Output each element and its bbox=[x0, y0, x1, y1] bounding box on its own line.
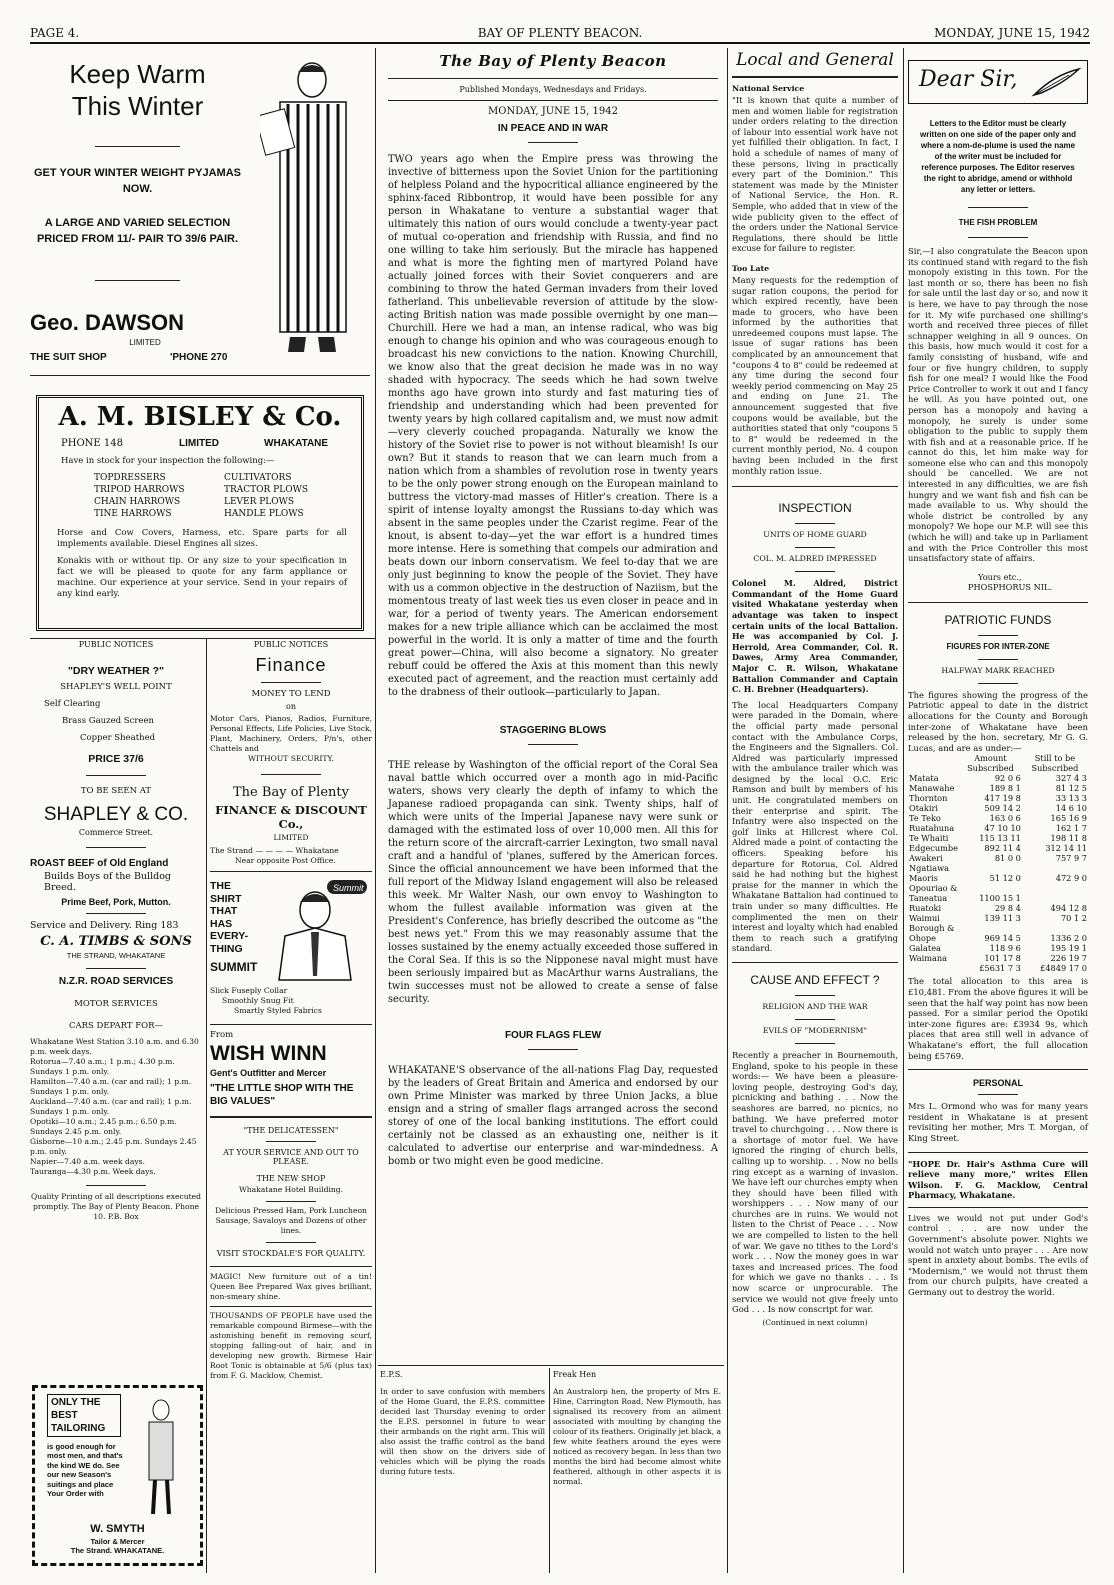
too-late-head: Too Late bbox=[732, 263, 770, 273]
divider bbox=[95, 146, 180, 147]
area-cell: Matata bbox=[909, 773, 939, 784]
area-cell: Waimui bbox=[909, 913, 940, 924]
fdc-name: FINANCE & DISCOUNT Co., bbox=[215, 803, 367, 831]
divider bbox=[86, 1185, 146, 1186]
list-item: CULTIVATORS bbox=[224, 473, 292, 483]
amount-cell bbox=[959, 923, 1022, 933]
freak-hen-item bbox=[553, 1370, 721, 1487]
amount-cell: 14 6 10 bbox=[1055, 803, 1087, 814]
schedule-line: Opotiki—10 a.m.; 2.45 p.m.; 6.50 p.m. Sundays 2.45 p.m. only. bbox=[30, 1117, 177, 1136]
well-point: SHAPLEY'S WELL POINT bbox=[60, 682, 172, 692]
dawson-phone: 'PHONE 270 bbox=[170, 352, 228, 363]
summit-collar: Slick Fuseply Collar bbox=[210, 986, 288, 995]
personal-text: Mrs L. Ormond who was for many years resident in Whakatane is at present revisiting her mother, Mrs T. Morgan, of King Street. bbox=[908, 1101, 1088, 1143]
list-item: TRIPOD HARROWS bbox=[94, 485, 185, 495]
deli-head: "THE DELICATESSEN" bbox=[243, 1126, 339, 1135]
divider bbox=[732, 76, 898, 78]
timbs-name: C. A. TIMBS & SONS bbox=[40, 934, 192, 949]
divider bbox=[266, 1201, 316, 1202]
printing-notice: Quality Printing of all descriptions executed promptly. The Bay of Plenty Beacon. Phone 10. P.B. Box bbox=[30, 1192, 202, 1221]
motor-head: MOTOR SERVICES bbox=[74, 999, 158, 1009]
dawson-line1: GET YOUR WINTER WEIGHT PYJAMAS NOW. bbox=[34, 167, 241, 195]
published-line: Published Mondays, Wednesdays and Fridays. bbox=[459, 85, 647, 94]
divider bbox=[388, 78, 718, 79]
eps-head: E.P.S. bbox=[380, 1370, 403, 1379]
summit-brand: SUMMIT bbox=[210, 960, 258, 974]
table-row bbox=[908, 953, 1088, 963]
bisley-limited: LIMITED bbox=[179, 438, 219, 449]
divider bbox=[732, 962, 898, 963]
area-cell: Manawahe bbox=[909, 783, 955, 794]
word: HAS bbox=[210, 917, 233, 930]
divider bbox=[86, 968, 146, 969]
smyth-advert bbox=[32, 1385, 203, 1566]
bop-finance: The Bay of Plenty bbox=[233, 785, 349, 800]
section-head: PUBLIC NOTICES bbox=[78, 640, 154, 649]
schedule bbox=[30, 1037, 202, 1177]
divider bbox=[210, 1116, 372, 1118]
man-in-pyjamas-illustration bbox=[260, 52, 370, 357]
section-head: PUBLIC NOTICES bbox=[253, 640, 329, 649]
schedule-line: Napier—7.40 a.m. week days. bbox=[30, 1157, 145, 1166]
too-late-text: Many requests for the redemption of sugar ration coupons, the period for which expired recently, have been made to grocers, who have been informed by the authorities that unredeemed coupons must lapse. The issue of sugar rations has been complicated by an announcement that "coupons 4 to 8" could be redeemed at any time during the second four weekly period commencing on May 25 and ending on June 21. The announcement suggested that five coupons would be available, but the authorities stated that only "coupons 5 to 8" would be redeemed in the current monthly period, No. 4 coupon having been included in the first monthly ration issue. bbox=[732, 274, 898, 476]
schedule-line: Tauranga—4.30 p.m. Week days. bbox=[30, 1167, 156, 1176]
table-row bbox=[908, 903, 1088, 913]
divider bbox=[795, 571, 835, 572]
fish-letter: Sir,—I also congratulate the Beacon upon its continued stand with regard to the fish monopoly existing in this town. For the last month or so, there has been no fish for sale until the last day or so, and now it is here, we have to pay through the nose for it. My wife purchased one shilling's worth and received three pieces of fillet schnapper weighing in all 9 ounces. On this basis, how much would it cost for a family consisting of husband, wife and four or five hungry children, to supply fish for one meal? I would like the Food Price Controller to work it out and I fancy he will. As you have pointed out, one person has a monopoly and having a monopoly, he surely is under some obligation to the public to supply them with fish and at a reasonable price. If he cannot do this, let him make way for someone else who can and this monopoly should be cancelled. We are not interested in any difficulties, we are fish hungry and we want fish and fish can be made available to us. Why should the whole district be controlled by any monopoly? We hope our M.P. will see this (which he will) and take up in Parliament and with the Price Controller this most unsatisfactory state of affairs. bbox=[908, 246, 1088, 564]
table-row bbox=[908, 833, 1088, 843]
column-rule bbox=[727, 48, 728, 1573]
hotel-building: Whakatane Hotel Building. bbox=[238, 1185, 344, 1194]
amount-cell: 47 10 10 bbox=[984, 823, 1021, 834]
schedule-line: Whakatane West Station 3.10 a.m. and 6.30 p.m. week days. bbox=[30, 1037, 199, 1056]
table-row bbox=[908, 963, 1088, 973]
list-item: TOPDRESSERS bbox=[94, 473, 166, 483]
list-item: HANDLE PLOWS bbox=[224, 509, 304, 519]
divider bbox=[978, 659, 1018, 660]
area-cell: Taneatua bbox=[909, 893, 948, 904]
amount-cell: 189 8 1 bbox=[989, 783, 1021, 794]
divider bbox=[30, 375, 370, 376]
divider bbox=[795, 1019, 835, 1020]
column-rule bbox=[549, 1368, 550, 1573]
birmese-notice: THOUSANDS OF PEOPLE have used the remarkable compound Birmese—with the astonishing benefit in removing scurf, stopping falling-out of hair, and in developing new growth. Birmese Hair Root Tonic is obtainable at 5/6 (plus tax) from F. G. Macklow, Chemist. bbox=[210, 1311, 372, 1380]
table-row bbox=[908, 813, 1088, 823]
hen-head: Freak Hen bbox=[553, 1370, 597, 1379]
summit-words bbox=[210, 880, 248, 955]
letter-closing: Yours etc., bbox=[978, 571, 1022, 582]
personal-head: PERSONAL bbox=[972, 1078, 1023, 1089]
divider bbox=[978, 683, 1018, 684]
national-service-text: "It is known that quite a number of men and women liable for registration under orders relating to the direction of labour into essential work have not yet fulfilled their obligation. In fact, I hold a schedule of names of many of these persons, living in practically every part of the Dominion." This statement was made by the Minister of National Service, the Hon. R. Semple, who added that in view of the wide publicity given to the effect of the orders under the National Service Regulations, there should be little excuse for failure to register. bbox=[732, 95, 898, 254]
divider bbox=[528, 1049, 578, 1050]
word: THE bbox=[210, 880, 231, 892]
amount-cell: 892 11 4 bbox=[984, 843, 1021, 854]
shirt-man-illustration bbox=[265, 876, 370, 981]
table-row bbox=[908, 823, 1088, 833]
local-general-column bbox=[732, 50, 898, 1327]
area-cell: Opouriao & bbox=[909, 883, 958, 894]
amount-cell: 92 0 6 bbox=[994, 773, 1021, 784]
table-row bbox=[908, 873, 1088, 883]
tailor-figure-illustration bbox=[135, 1396, 187, 1516]
word: THING bbox=[210, 942, 243, 955]
subscriptions-table bbox=[908, 753, 1088, 973]
list-item: LEVER PLOWS bbox=[224, 497, 295, 507]
magic-notice: MAGIC! New furniture out of a tin! Queen Bee Prepared Wax gives brilliant, non-smeary shine. bbox=[210, 1272, 372, 1301]
patriotic-sub: FIGURES FOR INTER-ZONE bbox=[946, 641, 1050, 651]
service: Service and Delivery. Ring 183 bbox=[30, 920, 179, 931]
divider bbox=[908, 1069, 1088, 1070]
divider bbox=[968, 207, 1028, 208]
cause-effect-head: CAUSE AND EFFECT ? bbox=[750, 972, 880, 987]
divider bbox=[795, 547, 835, 548]
divider bbox=[266, 1141, 316, 1142]
at-your-service: AT YOUR SERVICE AND OUT TO PLEASE. bbox=[223, 1148, 359, 1166]
patriotic-summary: The total allocation to this area is £10,481. From the above figures it will be seen that the half way point has now been passed. For a similar period the Opotiki inter-zone figures are: £3934 9s, which places that area still well in advance of Whakatane's effort, the full allocation being £5769. bbox=[908, 976, 1088, 1061]
feature: Copper Sheathed bbox=[80, 733, 156, 743]
word: EVERY- bbox=[210, 930, 249, 942]
table-row bbox=[908, 783, 1088, 793]
letters-column bbox=[908, 50, 1088, 1298]
amount-cell: 33 13 3 bbox=[1055, 793, 1087, 804]
headline-flags: FOUR FLAGS FLEW bbox=[504, 1030, 602, 1041]
new-shop: THE NEW SHOP bbox=[256, 1174, 326, 1183]
amount-cell: 969 14 5 bbox=[984, 933, 1021, 944]
amount-cell bbox=[959, 883, 1022, 893]
amount-cell: 162 1 7 bbox=[1055, 823, 1087, 834]
amount-cell: 115 13 11 bbox=[979, 833, 1021, 844]
dawson-advert bbox=[30, 50, 370, 370]
list-item: TINE HARROWS bbox=[94, 509, 172, 519]
continued-note: (Continued in next column) bbox=[762, 1317, 868, 1327]
divider bbox=[261, 774, 321, 775]
amount-cell: 312 14 11 bbox=[1045, 843, 1087, 854]
area-cell: Ngatiawa bbox=[909, 863, 949, 874]
street: Commerce Street. bbox=[78, 828, 154, 837]
little-shop: "THE LITTLE SHOP WITH THE BIG VALUES" bbox=[210, 1083, 354, 1107]
builds: Builds Boys of the Bulldog Breed. bbox=[44, 871, 172, 893]
table-row bbox=[908, 923, 1088, 933]
paper-name: BAY OF PLENTY BEACON. bbox=[477, 26, 643, 40]
list-item: CHAIN HARROWS bbox=[94, 497, 181, 507]
amount-cell: £5631 7 3 bbox=[979, 963, 1021, 974]
table-row bbox=[908, 843, 1088, 853]
column-rule bbox=[903, 48, 904, 1573]
fdc-near: Near opposite Post Office. bbox=[235, 856, 336, 865]
table-row bbox=[908, 803, 1088, 813]
column-header: Amount Subscribed bbox=[967, 753, 1014, 774]
cause-sub: RELIGION AND THE WAR bbox=[762, 1001, 868, 1011]
amount-cell: 327 4 3 bbox=[1055, 773, 1087, 784]
dawson-shop: THE SUIT SHOP bbox=[30, 352, 107, 363]
divider bbox=[210, 1024, 372, 1025]
column-rule bbox=[206, 638, 207, 1573]
amount-cell: 472 9 0 bbox=[1055, 873, 1087, 884]
area-cell: Ruatahuna bbox=[909, 823, 955, 834]
delicious-items: Delicious Pressed Ham, Pork Luncheon Sausage, Savaloys and Dozens of other lines. bbox=[215, 1206, 367, 1235]
schedule-line: Hamilton—7.40 a.m. (car and rail); 1 p.m. Sundays 1 p.m. only. bbox=[30, 1077, 192, 1096]
article-peace: TWO years ago when the Empire press was throwing the invective of bitterness upon the Soviet Union for the partitioning of helpless Poland and the hypocritical alliance engineered by the sphinx-faced Ribbontrop, it would have been possible for any person in Whakatane to venture a substantial wager that ultimately this nation of ours would conclude a twenty-year pact of mutual co-operation and friendship with Russia, and find no one willing to take him seriously. But the miracle has happened and what is more the fighting men of martyred Poland have actually joined forces with their Soviet conquerers and are combining to throw the hated German invaders from their loved fatherland. This unbelievable reversion of attitude by the slow-acting British nation was made possible overnight by one man—Churchill. Here we had a man, an intense radical, who was big enough to change his opinion and who was courageous enough to broadcast his new convictions to the nation. Knowing Churchill, we know also that the great decision he made was in no way shaded with hypocracy. The seeds which he had sown twelve months ago have grown into sturdy and fast maturing ties of friendship and understanding which had been prevented for twenty years by high collared capitalism and, we must now admit—very cleverly couched propaganda. Naturally we know the history of the Soviet rise to power is not without bleamish! Is our own? But it stands to reason that we can learn much from a nation which from a shambles of revolution rose in twenty years to be the only power strong enough on the European mainland to buttress the victory-mad masses of Hitler's creation. There is a spirit of intense loyalty amongst the Russians to-day which was absent in the same peoples under the Czarist regime. Fear of the knout, is absent to-day—yet the war effort is a hundred times more intense. Here is something that compels our admiration and beats down our inborn conservatism. We feel to-day that we are only just beginning to know the people of the Soviet. They have with us a common objective in the destruction of Naziism, but the momentous treaty of last week ties us even closer in peace and in war, for a period of twenty years. The American endorsement makes for a new triple alliance which can be acclaimed the most powerful in the world. It is only a matter of time and the fourth great power—China, will also become a signatory. No greater rebuff could be offered the Axis at this moment than this newly executed pact of agreement, and the reaction must certainly add to the drabness of their outlook—particularly to Japan. bbox=[388, 154, 718, 698]
article-flags: WHAKATANE'S observance of the all-nations Flag Day, requested by the leaders of Great Britain and America and endorsed by our own Prime Minister was marked by three Union Jacks, a blue ensign and a string of smaller flags arranged across the second storey of one of the local banking institutions. The effort could certainly not be classed as an exhausting one, neither is it calculated to advertise our enterprise and war-mindedness. A bomb or two might even be good medicine. bbox=[388, 1065, 718, 1167]
finance-head: Finance bbox=[255, 655, 327, 675]
headline-peace: IN PEACE AND IN WAR bbox=[497, 123, 609, 134]
area-cell: Ruatoki bbox=[909, 903, 942, 914]
amount-cell: 70 1 2 bbox=[1060, 913, 1087, 924]
cause-sub2: EVILS OF "MODERNISM" bbox=[762, 1025, 868, 1035]
divider bbox=[908, 1152, 1088, 1153]
area-cell: Borough & bbox=[909, 923, 955, 934]
fish-problem-head: THE FISH PROBLEM bbox=[958, 218, 1038, 227]
area-cell bbox=[908, 963, 959, 973]
patriotic-sub2: HALFWAY MARK REACHED bbox=[941, 665, 1055, 675]
divider bbox=[86, 847, 146, 848]
only-best-box bbox=[47, 1394, 121, 1437]
divider bbox=[528, 744, 578, 745]
amount-cell bbox=[959, 863, 1022, 873]
editorial-date: MONDAY, JUNE 15, 1942 bbox=[488, 106, 618, 117]
word: THAT bbox=[210, 905, 238, 917]
eps-item bbox=[380, 1370, 545, 1477]
best-text: BEST bbox=[51, 1410, 78, 1421]
patriotic-funds-head: PATRIOTIC FUNDS bbox=[944, 612, 1052, 627]
svg-text:Summit: Summit bbox=[333, 883, 364, 893]
divider bbox=[30, 638, 375, 639]
divider bbox=[732, 486, 898, 487]
table-row bbox=[908, 943, 1088, 953]
bisley-intro: Have in stock for your inspection the following:— bbox=[61, 456, 275, 466]
table-row bbox=[908, 933, 1088, 943]
public-notices-left bbox=[30, 640, 202, 1222]
page-header bbox=[30, 22, 1090, 44]
amount-cell: 51 12 0 bbox=[989, 873, 1021, 884]
table-row bbox=[908, 893, 1088, 903]
wish-winn: WISH WINN bbox=[210, 1042, 327, 1065]
dear-sir-box bbox=[908, 60, 1088, 104]
divider bbox=[210, 871, 372, 872]
divider bbox=[388, 100, 718, 101]
finance-items: Motor Cars, Pianos, Radios, Furniture, Personal Effects, Life Policies, Live Stock, Plant, Machinery, Orders, P/n's, other Chattels and bbox=[210, 714, 372, 753]
bisley-right-list bbox=[224, 472, 308, 520]
schedule-line: Gisborne—10 a.m.; 2.45 p.m. Sundays 2.45 p.m. only. bbox=[30, 1137, 197, 1156]
inspection-sub: UNITS OF HOME GUARD bbox=[763, 530, 867, 540]
amount-cell: 81 12 5 bbox=[1055, 783, 1087, 794]
divider bbox=[978, 1094, 1018, 1095]
amount-cell: 198 11 8 bbox=[1050, 833, 1087, 844]
national-service-head: National Service bbox=[732, 84, 805, 93]
area-cell: Otakiri bbox=[909, 803, 938, 814]
dry-weather: "DRY WEATHER ?" bbox=[67, 665, 165, 677]
summit-snug: Smoothly Snug Fit bbox=[222, 996, 294, 1005]
headline: This Winter bbox=[71, 91, 204, 121]
divider bbox=[95, 280, 180, 281]
feature: Brass Gauzed Screen bbox=[62, 716, 154, 726]
area-cell: Te Whaiti bbox=[909, 833, 949, 844]
dawson-limited: LIMITED bbox=[129, 338, 161, 347]
local-title: Local and General bbox=[736, 50, 894, 70]
amount-cell: 118 9 6 bbox=[989, 943, 1021, 954]
bisley-phone: PHONE 148 bbox=[61, 438, 123, 449]
dawson-name: Geo. DAWSON bbox=[30, 310, 185, 335]
divider bbox=[86, 913, 146, 914]
divider bbox=[795, 523, 835, 524]
bisley-name: A. M. BISLEY & Co. bbox=[58, 402, 342, 432]
dawson-line2: A LARGE AND VARIED SELECTION PRICED FROM 11/- PAIR TO 39/6 PAIR. bbox=[36, 217, 239, 245]
editorial-column bbox=[388, 50, 718, 1168]
issue-date: MONDAY, JUNE 15, 1942 bbox=[934, 26, 1090, 40]
bisley-left-list bbox=[94, 472, 185, 520]
amount-cell bbox=[1022, 923, 1088, 933]
amount-cell bbox=[1022, 863, 1088, 873]
divider bbox=[795, 995, 835, 996]
prime-beef: Prime Beef, Pork, Mutton. bbox=[61, 897, 171, 907]
seen-at: TO BE SEEN AT bbox=[80, 786, 152, 796]
table-row bbox=[908, 793, 1088, 803]
amount-cell bbox=[1022, 893, 1088, 903]
from-text: From bbox=[210, 1030, 234, 1040]
amount-cell: 195 19 1 bbox=[1050, 943, 1087, 954]
timbs-address: THE STRAND, WHAKATANE bbox=[66, 951, 166, 960]
without-security: WITHOUT SECURITY. bbox=[248, 754, 334, 763]
summit-styled: Smartly Styled Fabrics bbox=[234, 1006, 322, 1015]
eps-text: In order to save confusion with members of the Home Guard, the E.P.S. committee decided last Thursday evening to order the E.P.S. personnel in future to wear their armbands on the right arm. This will also assist the traffic control as the band will then show on the drivers side of vehicles which will be plying the roads during future tests. bbox=[380, 1387, 545, 1476]
bisley-advert bbox=[36, 395, 364, 631]
price: PRICE 37/6 bbox=[88, 753, 144, 765]
letter-signature: PHOSPHORUS NIL. bbox=[968, 581, 1053, 592]
inspection-head: INSPECTION bbox=[778, 501, 852, 516]
divider bbox=[908, 602, 1088, 603]
smyth-sub: Tailor & Mercer bbox=[90, 1537, 145, 1546]
inspection-text: The local Headquarters Company were paraded in the Domain, where the official party made personal contact with the Ambulance Corps, the Engineers and the Signallers. Col. Aldred was particularly impressed with the ambulance trailer which was designed by the local O.C. Eric Ramson and built by members of his unit. He congratulated members on their enterprise and spirit. The Infantry were also inspected on the golf links at Hillcrest where Col. Aldred made a point of contacting the officers. Speaking before his departure for Rotorua, Col. Aldred said he had nothing but the highest praise for the manner in which the Whakatane Battalion had continued to train under so many difficulties. He complimented the men on their interest and loyalty which had enabled them to reach such a gratifying standard. bbox=[732, 699, 898, 954]
divider bbox=[266, 1242, 316, 1243]
bisley-p2: Konakis with or without tip. Or any size to your specification in fact we will be pleased to quote for any farm appliance or machine. Our experience at your service. Send in your repairs of any kind early. bbox=[57, 556, 347, 599]
amount-cell: 1336 2 0 bbox=[1050, 933, 1087, 944]
area-cell: Waimana bbox=[909, 953, 948, 964]
patriotic-intro: The figures showing the progress of the Patriotic appeal to date in the district allocations for the County and Borough inter-zone of Whakatane have been released by the hon. secretary, Mr G. G. Lucas, and are as under:— bbox=[908, 689, 1088, 753]
amount-cell: 139 11 3 bbox=[984, 913, 1021, 924]
table-row bbox=[908, 913, 1088, 923]
bisley-town: WHAKATANE bbox=[264, 438, 329, 449]
smyth-copy: is good enough for most men, and that's the kind WE do. See our new Season's suitings and place Your Order with bbox=[47, 1442, 123, 1499]
divider bbox=[908, 1207, 1088, 1208]
page-number: PAGE 4. bbox=[30, 26, 80, 40]
column-rule bbox=[375, 48, 376, 1573]
smyth-name: W. SMYTH bbox=[90, 1523, 145, 1535]
divider bbox=[210, 1266, 372, 1267]
divider bbox=[378, 1365, 724, 1366]
area-cell: Maoris bbox=[909, 873, 938, 884]
on-text: on bbox=[286, 702, 296, 711]
masthead: The Bay of Plenty Beacon bbox=[439, 52, 667, 70]
amount-cell: 757 9 7 bbox=[1055, 853, 1087, 864]
letters-rules: Letters to the Editor must be clearly written on one side of the paper only and where a nom-de-plume is used the name of the writer must be included for reference purposes. The Editor reserves the right to abridge, amend or withhold any letter or letters. bbox=[919, 119, 1076, 194]
divider bbox=[210, 1306, 372, 1307]
column-header: Still to be Subscribed bbox=[1031, 753, 1079, 774]
area-cell: Awakeri bbox=[909, 853, 943, 864]
cause-continued-text: Lives we would not put under God's control . . . are now under the Government's absolute power. Nights we would not watch unto prayer . . . Are now spent in anxiety about bombs. The evils of "Modernism," we would not thrust them from our church pulpits, have created a Germany out to destroy the world. bbox=[908, 1212, 1088, 1298]
money-to-lend: MONEY TO LEND bbox=[251, 689, 331, 699]
public-notices-right bbox=[210, 640, 372, 1381]
summit-advert bbox=[210, 876, 372, 986]
amount-cell bbox=[1022, 883, 1088, 893]
schedule-line: Rotorua—7.40 a.m.; 1 p.m.; 4.30 p.m. Sundays 1 p.m. only. bbox=[30, 1057, 175, 1076]
amount-cell: 165 16 9 bbox=[1050, 813, 1087, 824]
dear-sir: Dear Sir, bbox=[919, 67, 1018, 92]
hen-text: An Australorp hen, the property of Mrs E. Hine, Carrington Road, New Plymouth, has signalised its recovery from an ailment associated with moulting by changing the colour of its feathers. Originally jet black, a few white feathers around the eyes were noticed as recovery began. In less than two months the bird had become almost white feathered, although in other aspects it is normal. bbox=[553, 1387, 721, 1486]
headline: Keep Warm bbox=[69, 59, 206, 89]
feature: Self Clearing bbox=[44, 699, 101, 709]
visit-stockdale: VISIT STOCKDALE'S FOR QUALITY. bbox=[216, 1249, 366, 1258]
shapley-name: SHAPLEY & CO. bbox=[43, 804, 189, 825]
table-row bbox=[908, 773, 1088, 783]
gents-outfitter: Gent's Outfitter and Mercer bbox=[210, 1068, 327, 1078]
divider bbox=[978, 635, 1018, 636]
roast-beef: ROAST BEEF of Old England bbox=[30, 858, 169, 869]
area-cell: Edgecumbe bbox=[909, 843, 959, 854]
amount-cell: 163 0 6 bbox=[989, 813, 1021, 824]
article-staggering: THE release by Washington of the official report of the Coral Sea naval battle which occurred over a month ago in mid-Pacific waters, shows very clearly the depth of infamy to which the Japanese radioed propaganda can sink. Twenty ships, half of which were units of the Imperial Japanese navy were sunk or damaged with the estimated loss of over 10,000 men. All this for the return score of the aircraft-carrier Lexington, two small naval craft and a handful of 'planes, suffered by the American forces. Since the official announcement we have been informed that the full report of the Midway Island engagement will also be released this week. Mr Walter Nash, our own envoy to Washington to whom the fullest available information was given at the President's Conference, has briefly described the outcome as "the best news yet." From this we may reasonably assume that the losses sustained by the enemy actually exceeded those suffered in the Coral Sea. If this is so the Nipponese naval might must have been seriously impaired but as MacArthur warns Australians, the twin successes must not be allowed to create a sense of false security. bbox=[388, 760, 718, 1005]
divider bbox=[86, 775, 146, 776]
amount-cell: 81 0 0 bbox=[994, 853, 1021, 864]
list-item: TRACTOR PLOWS bbox=[224, 485, 309, 495]
nzr-head: N.Z.R. ROAD SERVICES bbox=[58, 976, 174, 987]
amount-cell: 29 8 4 bbox=[994, 903, 1021, 914]
inspection-sub2: COL. M. ALDRED IMPRESSED bbox=[753, 554, 877, 564]
quill-pen-icon bbox=[1029, 65, 1084, 99]
area-cell: Galatea bbox=[909, 943, 941, 954]
word: SHIRT bbox=[210, 892, 242, 905]
tailoring-text: TAILORING bbox=[51, 1423, 106, 1434]
divider bbox=[795, 1043, 835, 1044]
area-cell: Ohope bbox=[909, 933, 937, 944]
headline-staggering: STAGGERING BLOWS bbox=[499, 725, 607, 736]
only-text: ONLY THE bbox=[51, 1397, 101, 1408]
cause-text: Recently a preacher in Bournemouth, England, spoke to his people in these words:— We have been a pleasure-loving people, destroying God's day, picnicking and bathing . . . Now the seashores are barred, no picnics, no bathing. We have preferred motor travel to churchgoing . . . Now there is a shortage of motor fuel. We have ignored the ringing of church bells, calling up to worship. . . Now no bells ring except as a warning of invasion. We have left our churches empty when they should have been filled with worshippers . . . Now many of our churches are in ruins. We would not listen to the Christ of Peace . . . Now we are compelled to listen to the hell of war. We gave no tithes to the Lord's work . . . Now the money goes in war taxes and increased prices. The food for which we gave no thanks . . . Is now scarce or unprocurable. The service we would not give freely unto God . . . Is now conscript for war. bbox=[732, 1049, 898, 1315]
amount-cell: 101 17 8 bbox=[984, 953, 1021, 964]
amount-cell: 509 14 2 bbox=[984, 803, 1021, 814]
table-row bbox=[908, 863, 1088, 873]
asthma-notice: "HOPE Dr. Hair's Asthma Cure will relieve many more," writes Ellen Wilson. F. G. Macklow, Central Pharmacy, Whakatane. bbox=[908, 1158, 1088, 1201]
fdc-limited: LIMITED bbox=[273, 833, 309, 842]
amount-cell: 494 12 8 bbox=[1050, 903, 1087, 914]
inspection-lead: Colonel M. Aldred, District Commandant of the Home Guard visited Whakatane yesterday when advantage was taken to inspect certain units of the local Battalion. He was accompanied by Col. J. Herrold, Area Commander, Col. R. Dawes, Army Area Commander, Major C. R. Wilson, Whakatane Battalion Commander and Captain C. H. Brebner (Headquarters). bbox=[732, 578, 898, 695]
amount-cell: 1100 15 1 bbox=[979, 893, 1021, 904]
table-row bbox=[908, 853, 1088, 863]
amount-cell: £4849 17 0 bbox=[1040, 963, 1087, 974]
area-cell: Thornton bbox=[909, 793, 948, 804]
divider bbox=[261, 682, 321, 683]
area-cell: Te Teko bbox=[909, 813, 941, 824]
schedule-line: Auckland—7.40 a.m. (car and rail); 1 p.m. Sundays 1 p.m. only. bbox=[30, 1097, 192, 1116]
fdc-address: The Strand — — — — Whakatane bbox=[210, 846, 339, 855]
bisley-p1: Horse and Cow Covers, Harness, etc. Spare parts for all implements available. Diesel Engines all sizes. bbox=[57, 528, 347, 549]
divider bbox=[528, 142, 578, 143]
table-row bbox=[908, 883, 1088, 893]
amount-cell: 226 19 7 bbox=[1050, 953, 1087, 964]
smyth-address: The Strand. WHAKATANE. bbox=[70, 1546, 165, 1555]
divider bbox=[968, 237, 1028, 238]
amount-cell: 417 19 8 bbox=[984, 793, 1021, 804]
cars-head: CARS DEPART FOR— bbox=[68, 1021, 164, 1031]
